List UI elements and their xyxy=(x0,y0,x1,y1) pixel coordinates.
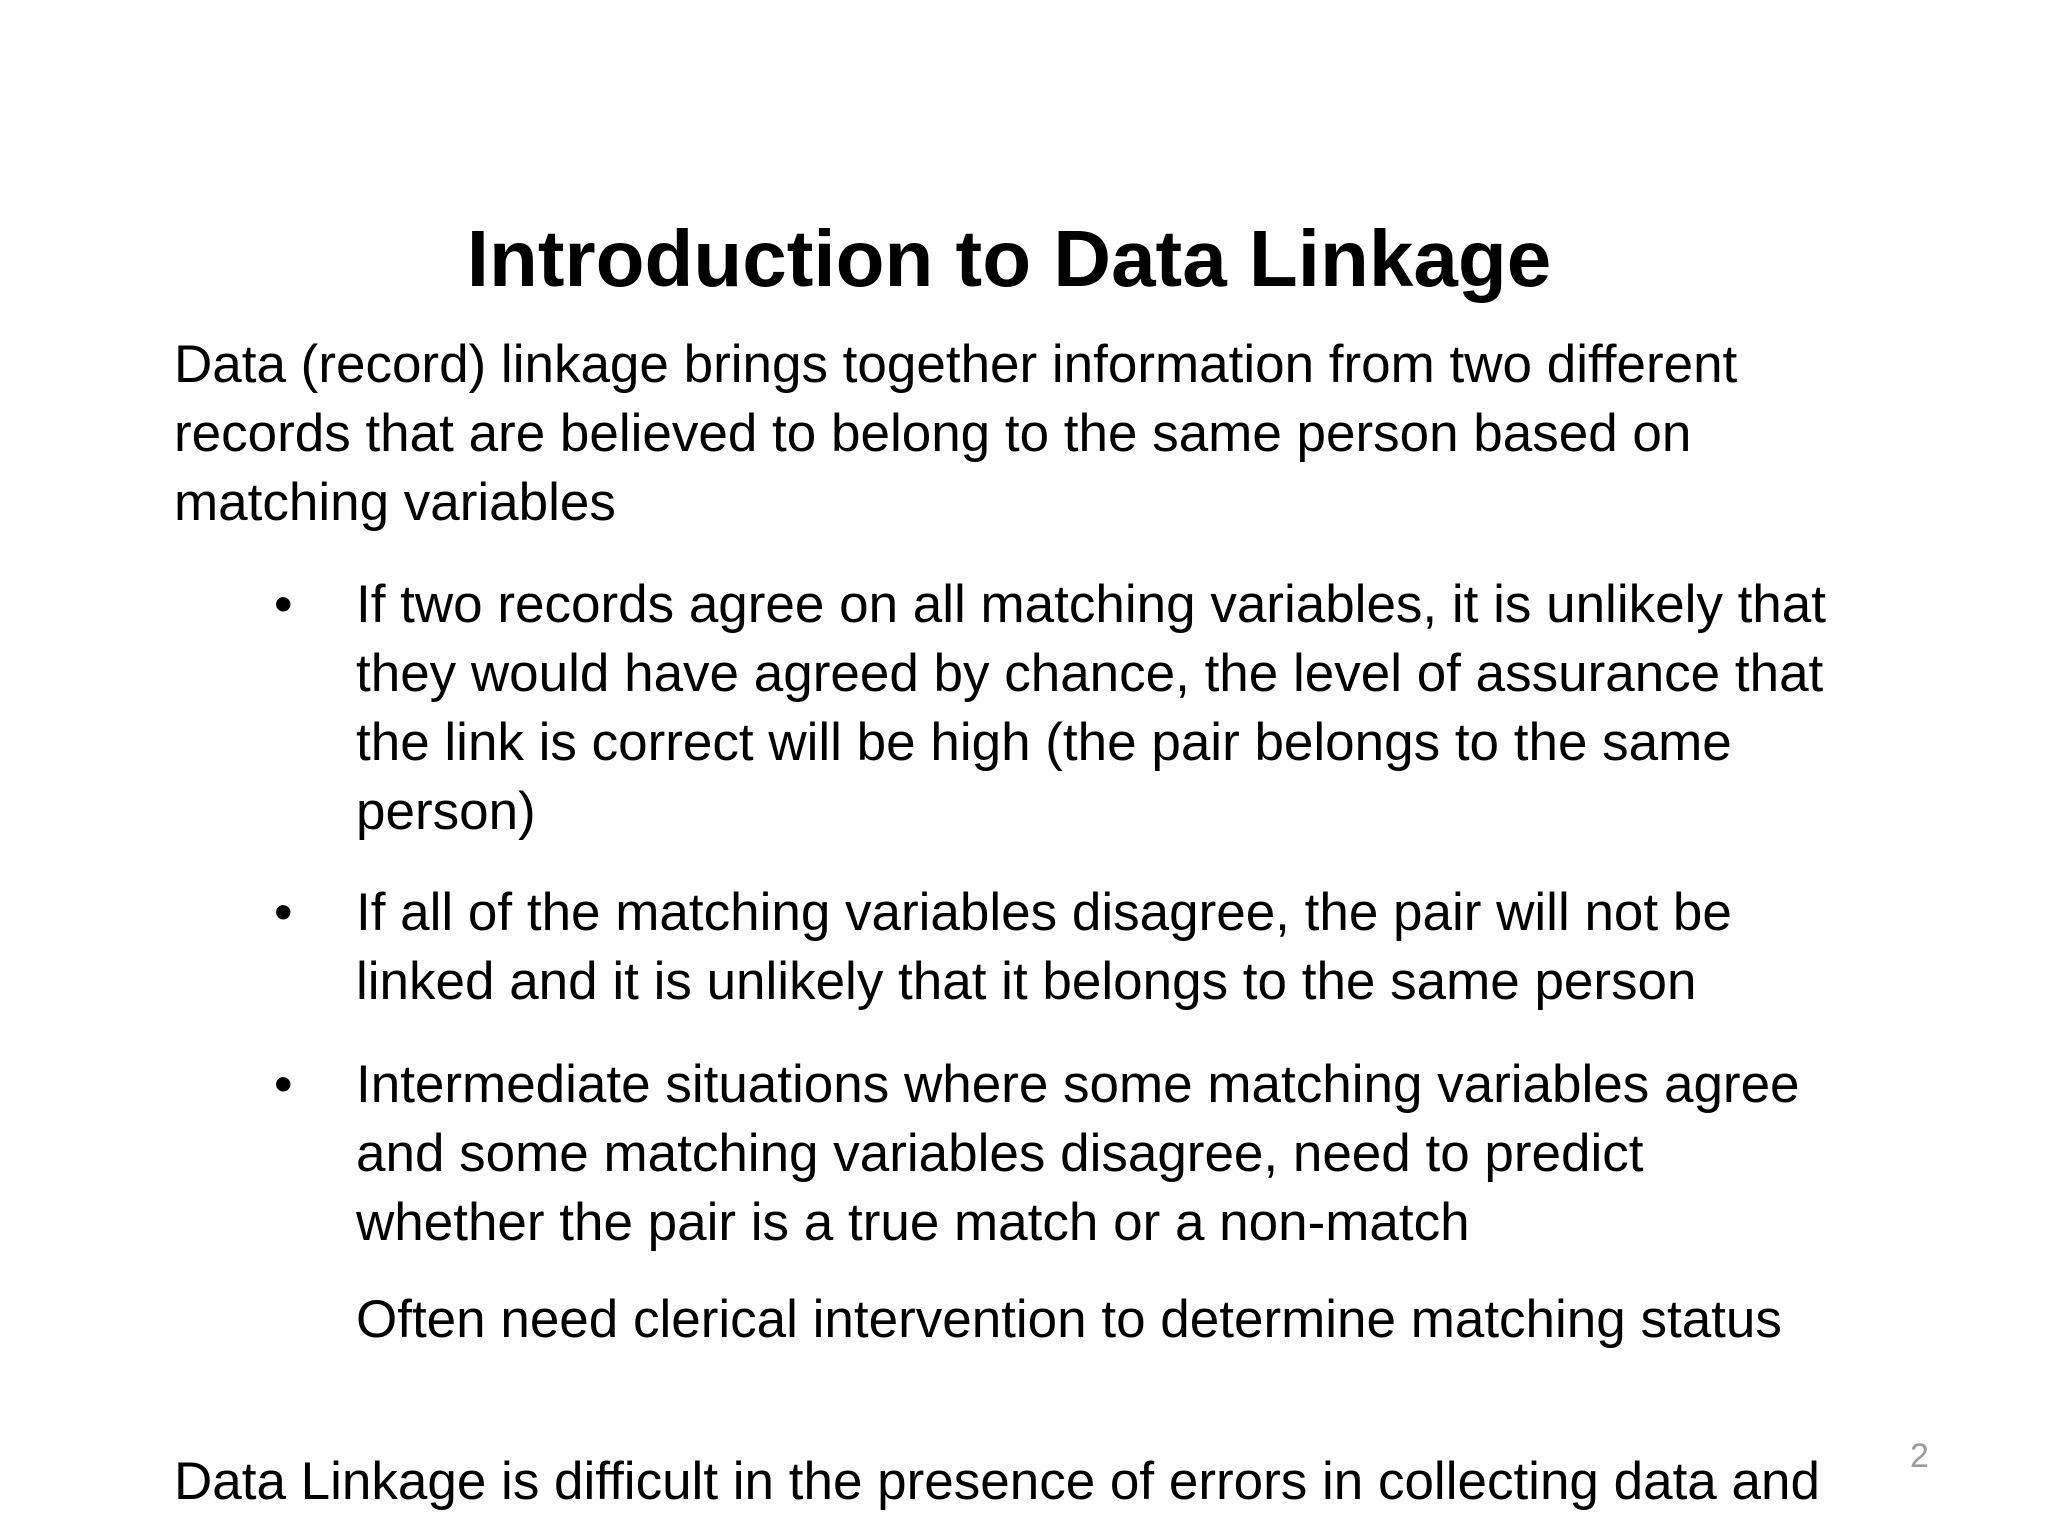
bullet-item-disagree xyxy=(274,878,2016,1016)
slide-title: Introduction to Data Linkage xyxy=(466,214,1552,303)
bullet-item-agree xyxy=(274,570,2016,846)
intro-line: Data (record) linkage brings together information from two different xyxy=(174,335,1738,394)
bottom-paragraph xyxy=(174,1447,2048,1516)
bullet-icon: • xyxy=(274,575,293,634)
clerical-note: Often need clerical intervention to determine matching status xyxy=(356,1290,1782,1349)
bullet-icon: • xyxy=(274,883,293,942)
bullet-line: and some matching variables disagree, need to predict xyxy=(356,1124,1644,1183)
bullet-line: If two records agree on all matching variables, it is unlikely that xyxy=(356,575,1826,634)
bullet-line: the link is correct will be high (the pair belongs to the same xyxy=(356,713,1732,772)
intro-line: matching variables xyxy=(174,473,616,532)
bullet-line: person) xyxy=(356,782,536,841)
bullet-line: If all of the matching variables disagree, the pair will not be xyxy=(356,883,1732,942)
bullet-line: whether the pair is a true match or a non-match xyxy=(356,1193,1470,1252)
intro-paragraph xyxy=(174,330,1994,537)
bullet-item-intermediate xyxy=(274,1050,2016,1257)
bullet-icon: • xyxy=(274,1055,293,1114)
page-number: 2 xyxy=(1910,1437,1929,1475)
bullet-line: linked and it is unlikely that it belongs to the same person xyxy=(356,952,1697,1011)
bullet-line: Intermediate situations where some matching variables agree xyxy=(356,1055,1800,1114)
bottom-line: Data Linkage is difficult in the presence of errors in collecting data and xyxy=(174,1452,1820,1511)
intro-line: records that are believed to belong to the same person based on xyxy=(174,404,1692,463)
bullet-line: they would have agreed by chance, the level of assurance that xyxy=(356,644,1824,703)
